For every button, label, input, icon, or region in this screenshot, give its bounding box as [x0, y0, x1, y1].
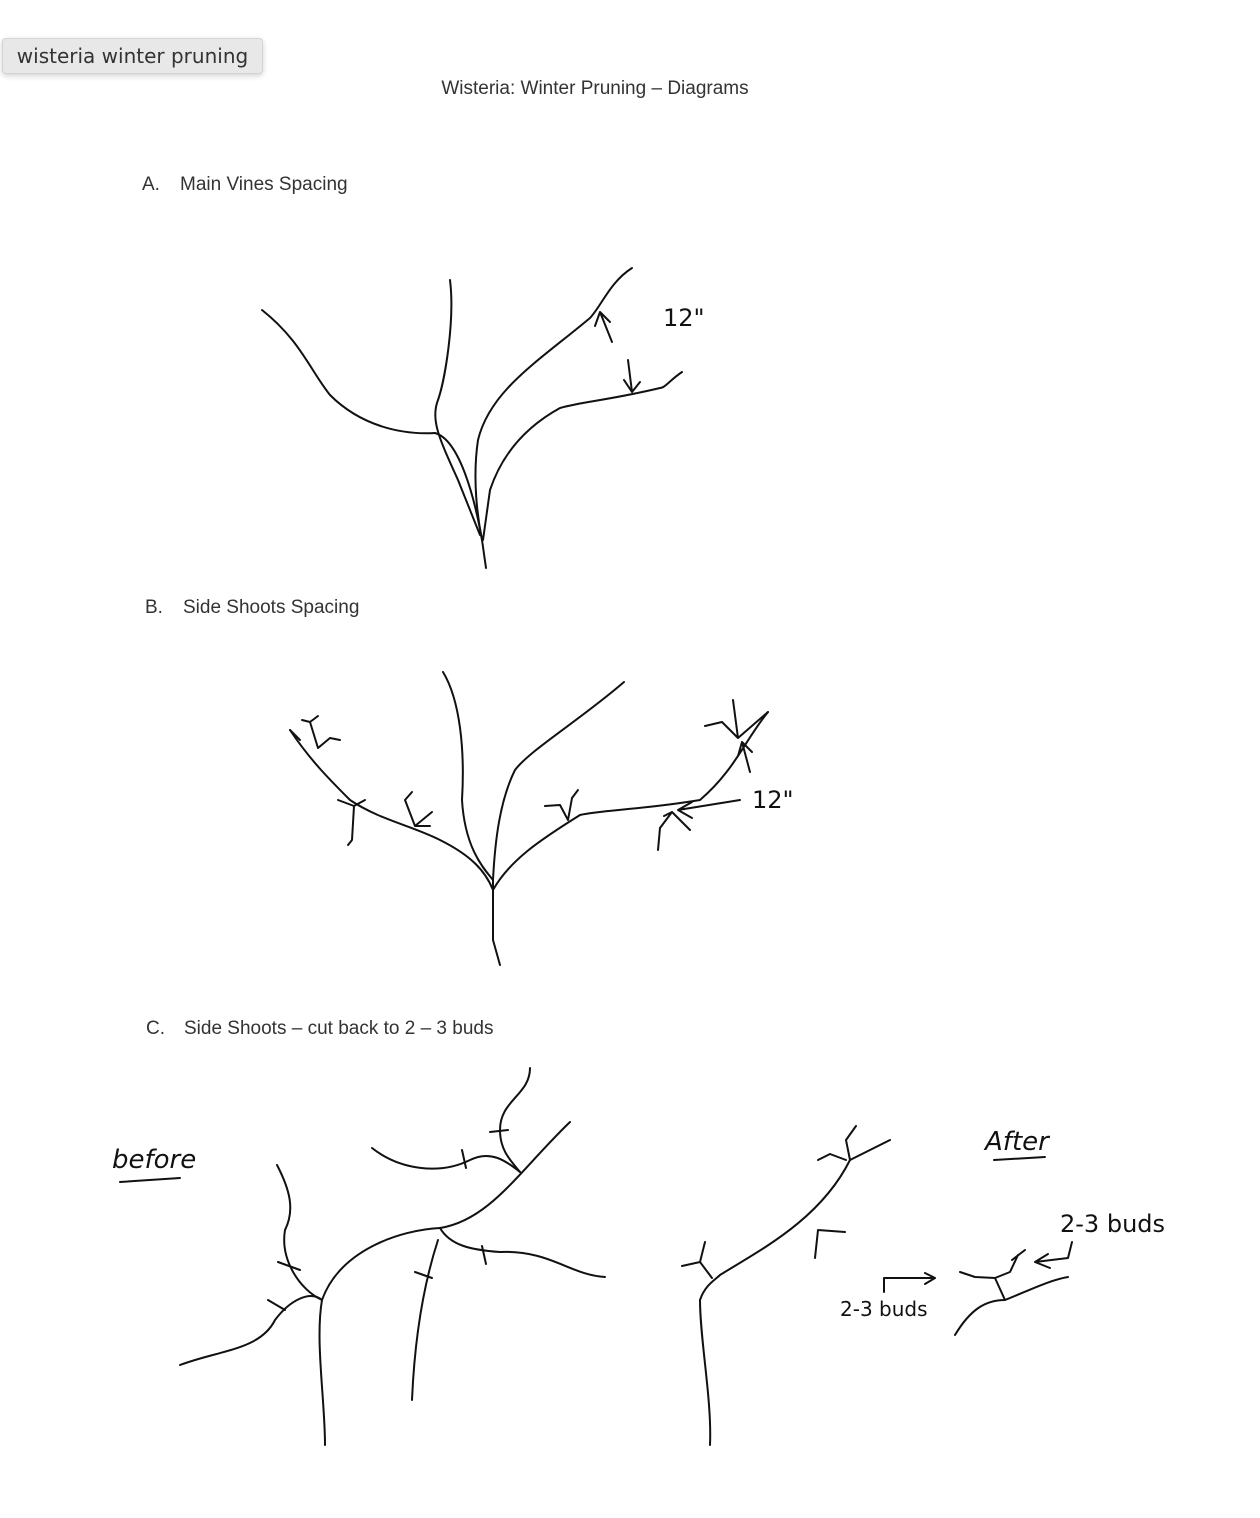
- diagram-main-vines: [262, 268, 705, 568]
- diagram-cut-back: [112, 1068, 1165, 1445]
- after-label: After: [985, 1127, 1049, 1157]
- section-letter: C.: [146, 1018, 165, 1039]
- search-tag-button[interactable]: wisteria winter pruning: [2, 38, 263, 74]
- spacing-label: 12": [752, 786, 794, 814]
- section-title: Main Vines Spacing: [180, 174, 348, 195]
- section-letter: B.: [145, 597, 163, 618]
- section-title: Side Shoots Spacing: [183, 597, 360, 618]
- before-label: before: [112, 1145, 197, 1175]
- document-title: Wisteria: Winter Pruning – Diagrams: [441, 78, 749, 99]
- section-title: Side Shoots – cut back to 2 – 3 buds: [184, 1018, 494, 1039]
- diagram-side-shoots: [290, 672, 794, 965]
- buds-label-bottom: 2-3 buds: [840, 1297, 928, 1321]
- buds-label-top: 2-3 buds: [1060, 1210, 1166, 1238]
- section-letter: A.: [142, 174, 160, 195]
- spacing-label: 12": [663, 304, 705, 332]
